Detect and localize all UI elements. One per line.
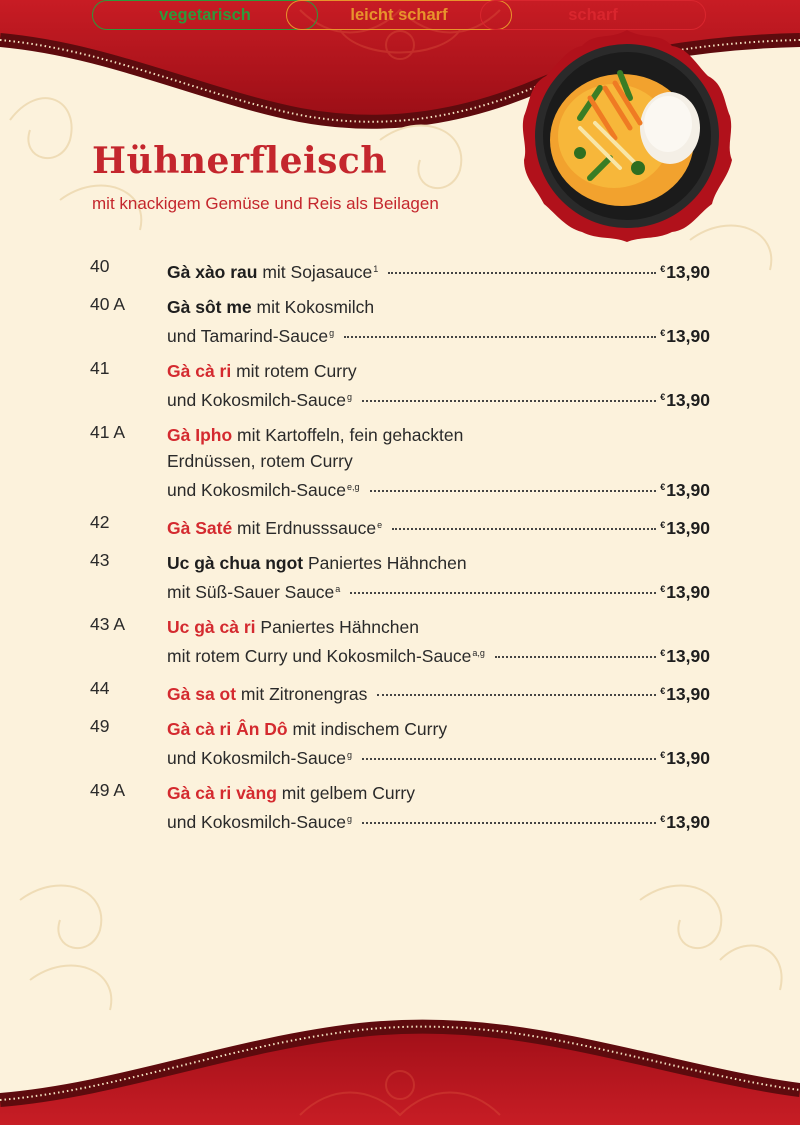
bottom-banner [0, 990, 800, 1125]
price-value: 13,90 [666, 518, 710, 538]
allergen-note: g [346, 392, 352, 402]
dish-name: Gà sôt me [167, 297, 252, 317]
menu-item-line [167, 384, 710, 413]
menu-item [90, 614, 710, 669]
menu-item-line [167, 358, 710, 384]
currency-symbol: € [660, 392, 666, 402]
menu-item-number: 41 [90, 358, 110, 378]
legend-vegetarian [92, 0, 318, 30]
currency-symbol: € [660, 264, 666, 274]
menu-item-line [167, 550, 710, 576]
dotted-leader [350, 592, 656, 594]
currency-symbol: € [660, 482, 666, 492]
allergen-note: a,g [472, 648, 485, 658]
dotted-leader [362, 822, 656, 824]
allergen-note: e [377, 520, 383, 530]
menu-item-number: 41 A [90, 422, 126, 442]
menu-item-number: 49 A [90, 780, 126, 800]
dish-description: mit Kokosmilch [251, 297, 375, 317]
dish-price [660, 320, 710, 349]
dish-name: Gà cà ri [167, 361, 232, 381]
dish-description: mit rotem Curry und Kokosmilch-Sauce [167, 646, 472, 666]
dotted-leader [377, 694, 656, 696]
menu-item [90, 780, 710, 835]
dish-description: mit Kartoffeln, fein gehackten [232, 425, 464, 445]
dotted-leader [362, 758, 656, 760]
menu-item [90, 422, 710, 503]
menu-item-line [167, 294, 710, 320]
menu-item-number: 49 [90, 716, 110, 736]
dish-price [660, 474, 710, 503]
dish-description: mit Zitronengras [236, 684, 368, 704]
legend-mild-label: leicht scharf [350, 5, 448, 24]
menu-item [90, 550, 710, 605]
menu-item-line [167, 576, 710, 605]
price-value: 13,90 [666, 646, 710, 666]
menu-item-line [167, 614, 710, 640]
menu-item-line [167, 742, 710, 771]
dish-description: Paniertes Hähnchen [303, 553, 467, 573]
dish-name: Gà Ipho [167, 425, 233, 445]
dish-price [660, 384, 710, 413]
page-title: Hühnerfleisch [92, 140, 388, 182]
menu-item [90, 256, 710, 285]
dish-description: Paniertes Hähnchen [255, 617, 419, 637]
curry-dish-photo [520, 28, 735, 243]
dish-name: Gà Saté [167, 518, 233, 538]
menu-item [90, 678, 710, 707]
dotted-leader [495, 656, 656, 658]
dish-description: Erdnüssen, rotem Curry [167, 451, 353, 471]
currency-symbol: € [660, 328, 666, 338]
dotted-leader [362, 400, 656, 402]
menu-item-number: 44 [90, 678, 110, 698]
menu-item-number: 43 [90, 550, 110, 570]
legend-mild-spicy [286, 0, 512, 30]
dotted-leader [370, 490, 657, 492]
dish-description: und Kokosmilch-Sauce [167, 390, 346, 410]
currency-symbol: € [660, 648, 666, 658]
dish-name: Uc gà chua ngot [167, 553, 304, 573]
dish-description: mit Sojasauce [257, 262, 373, 282]
dish-name: Gà sa ot [167, 684, 237, 704]
page-subtitle: mit knackigem Gemüse und Reis als Beilagen [92, 194, 439, 213]
dotted-leader [388, 272, 656, 274]
menu-item-number: 43 A [90, 614, 126, 634]
dish-price [660, 806, 710, 835]
menu-item-line [167, 780, 710, 806]
menu-item-line [167, 474, 710, 503]
menu-item-line [167, 448, 710, 474]
price-value: 13,90 [666, 262, 710, 282]
dish-description: mit rotem Curry [231, 361, 357, 381]
menu-item-line [167, 678, 710, 707]
dish-price [660, 512, 710, 541]
dish-name: Gà cà ri Ân Dô [167, 719, 288, 739]
dotted-leader [344, 336, 656, 338]
dish-name: Uc gà cà ri [167, 617, 256, 637]
currency-symbol: € [660, 584, 666, 594]
dish-price [660, 678, 710, 707]
menu-item-line [167, 320, 710, 349]
allergen-note: g [329, 328, 335, 338]
dish-name: Gà xào rau [167, 262, 258, 282]
menu-item-line [167, 512, 710, 541]
dish-description: mit indischem Curry [287, 719, 448, 739]
menu-item [90, 512, 710, 541]
price-value: 13,90 [666, 480, 710, 500]
dish-description: mit Süß-Sauer Sauce [167, 582, 335, 602]
menu-item-line [167, 422, 710, 448]
price-value: 13,90 [666, 582, 710, 602]
currency-symbol: € [660, 750, 666, 760]
menu-item [90, 294, 710, 349]
dish-price [660, 576, 710, 605]
legend-hot-label: scharf [568, 5, 618, 24]
dish-price [660, 742, 710, 771]
menu-item-number: 42 [90, 512, 110, 532]
menu-item-line [167, 716, 710, 742]
dish-description: und Kokosmilch-Sauce [167, 748, 346, 768]
dish-name: Gà cà ri vàng [167, 783, 277, 803]
menu-item [90, 716, 710, 771]
allergen-note: g [346, 750, 352, 760]
dish-description: und Kokosmilch-Sauce [167, 480, 346, 500]
price-value: 13,90 [666, 684, 710, 704]
menu-item [90, 358, 710, 413]
menu-list [90, 256, 710, 844]
menu-item-number: 40 [90, 256, 110, 276]
dish-description: und Tamarind-Sauce [167, 326, 329, 346]
currency-symbol: € [660, 520, 666, 530]
menu-item-line [167, 640, 710, 669]
allergen-note: g [346, 814, 352, 824]
dotted-leader [392, 528, 656, 530]
legend-vegetarian-label: vegetarisch [159, 5, 251, 24]
price-value: 13,90 [666, 748, 710, 768]
menu-item-line [167, 806, 710, 835]
price-value: 13,90 [666, 812, 710, 832]
price-value: 13,90 [666, 390, 710, 410]
currency-symbol: € [660, 814, 666, 824]
dish-price [660, 256, 710, 285]
allergen-note: e,g [346, 482, 360, 492]
menu-item-line [167, 256, 710, 285]
allergen-note: 1 [373, 264, 379, 274]
menu-item-number: 40 A [90, 294, 126, 314]
price-value: 13,90 [666, 326, 710, 346]
dish-price [660, 640, 710, 669]
currency-symbol: € [660, 686, 666, 696]
dish-description: mit gelbem Curry [276, 783, 416, 803]
allergen-note: a [335, 584, 341, 594]
legend-hot [480, 0, 706, 30]
dish-description: mit Erdnusssauce [232, 518, 377, 538]
dish-description: und Kokosmilch-Sauce [167, 812, 346, 832]
